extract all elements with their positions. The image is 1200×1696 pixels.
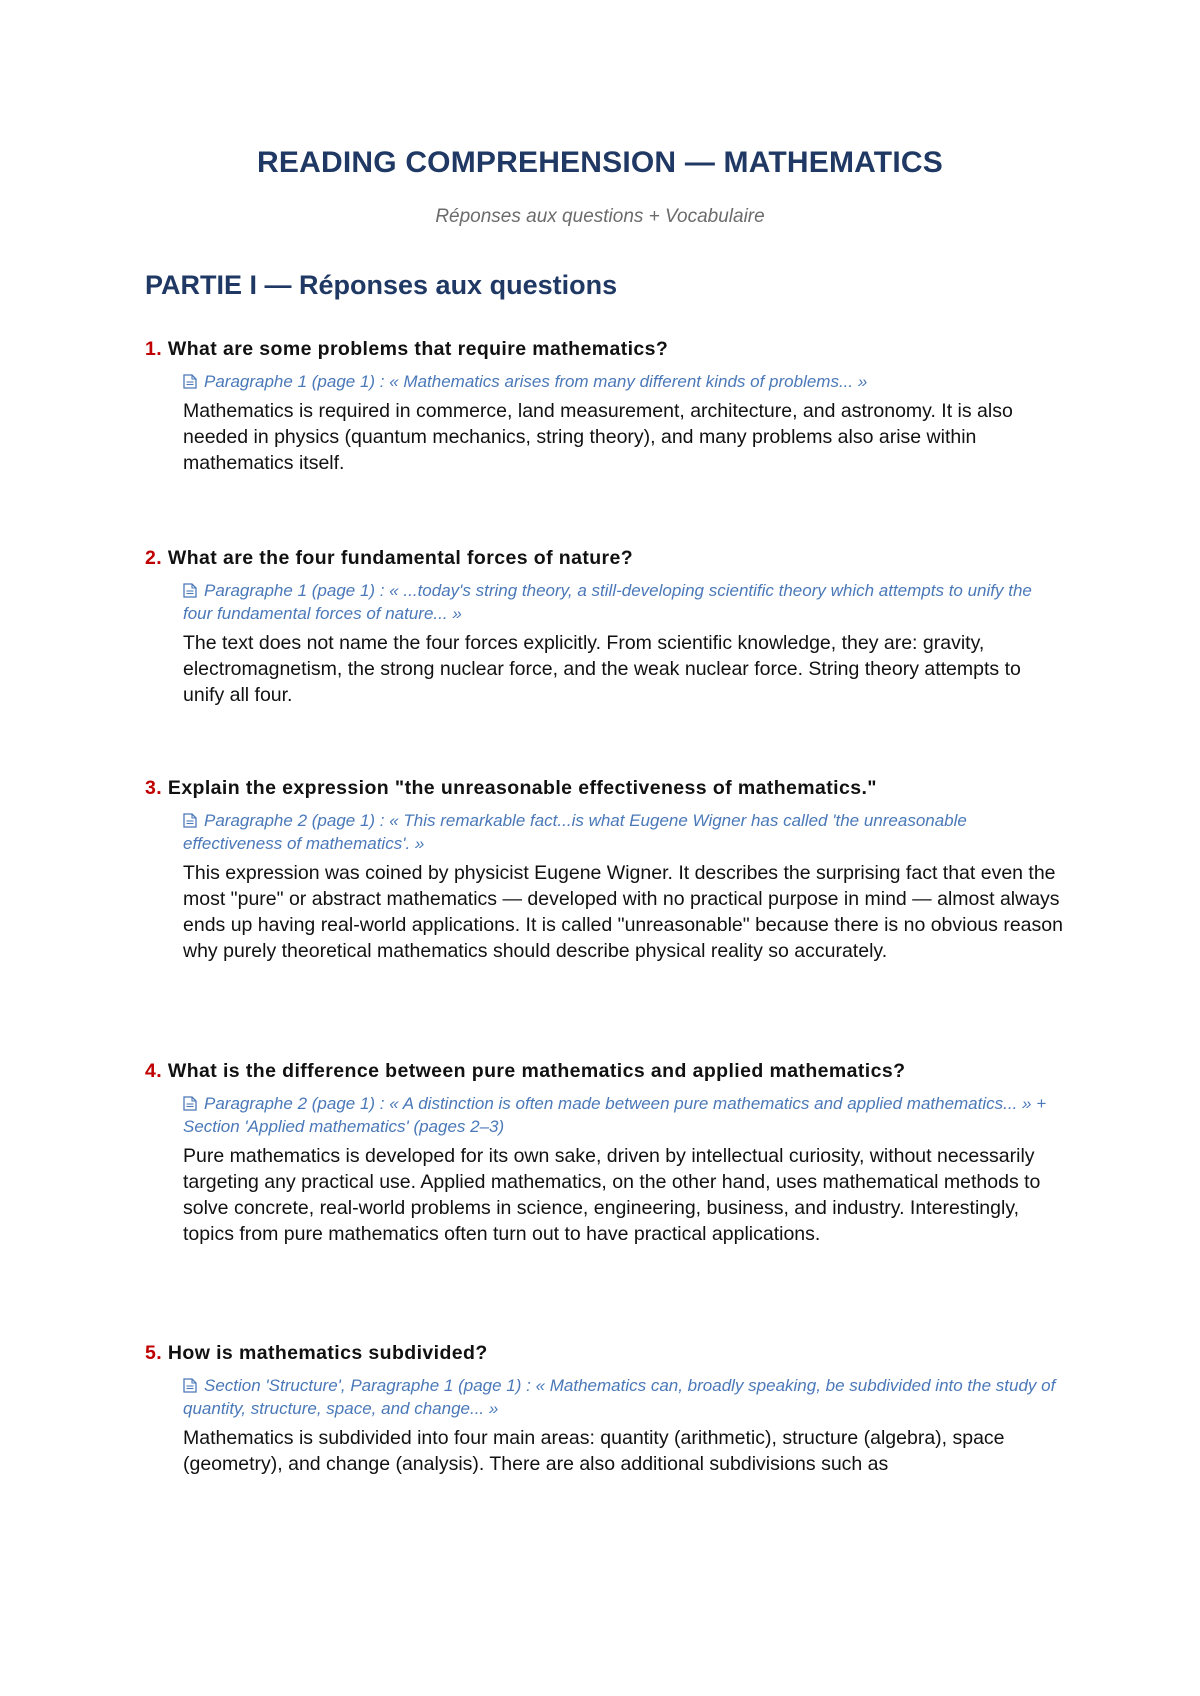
question-block-5 [145,1340,1065,1477]
question-number: 2. [145,547,163,569]
reference-text: Section 'Structure', Paragraphe 1 (page 1) : « Mathematics can, broadly speaking, be subdivided into the study of quantity, structure, space, and change... » [183,1376,1056,1418]
question-5 [145,1340,1065,1366]
question-block-1 [145,336,1065,476]
question-number: 3. [145,777,163,799]
answer-text: Mathematics is required in commerce, land measurement, architecture, and astronomy. It is also needed in physics (quantum mechanics, string theory), and many problems also arise within mathematics itself. [183,400,1013,474]
question-number: 4. [145,1060,163,1082]
question-text: What are some problems that require mathematics? [167,338,669,360]
reference-note [183,1092,1065,1138]
page-subtitle: Réponses aux questions + Vocabulaire [435,206,765,227]
question-number: 5. [145,1342,163,1364]
reference-note [183,370,1065,393]
document-icon [183,813,197,828]
question-text: How is mathematics subdivided? [167,1342,488,1364]
section-heading: PARTIE I — Réponses aux questions [145,270,618,300]
question-text: What are the four fundamental forces of nature? [167,547,634,569]
reference-note [183,579,1065,625]
reference-text: Paragraphe 2 (page 1) : « This remarkable fact...is what Eugene Wigner has called 'the unreasonable effectiveness of mathematics'. » [183,811,967,853]
document-icon [183,583,197,598]
question-block-2 [145,545,1065,708]
question-3 [145,775,1065,801]
answer-text: Mathematics is subdivided into four main areas: quantity (arithmetic), structure (algebra), space (geometry), and change (analysis). There are also additional subdivisions such as [183,1427,1005,1475]
reference-text: Paragraphe 1 (page 1) : « ...today's string theory, a still-developing scientific theory which attempts to unify the four fundamental forces of nature... » [183,581,1032,623]
question-2 [145,545,1065,571]
question-text: Explain the expression "the unreasonable effectiveness of mathematics." [167,777,877,799]
answer-text: The text does not name the four forces explicitly. From scientific knowledge, they are: gravity, electromagnetism, the strong nuclear force, and the weak nuclear force. String theory attempts to unify all four. [183,632,1021,706]
reference-text: Paragraphe 2 (page 1) : « A distinction is often made between pure mathematics and applied mathematics... » + Section 'Applied mathematics' (pages 2–3) [183,1094,1047,1136]
question-block-4 [145,1058,1065,1247]
question-1 [145,336,1065,362]
question-block-3 [145,775,1065,964]
reference-note [183,1374,1065,1420]
document-icon [183,1378,197,1393]
question-4 [145,1058,1065,1084]
reference-note [183,809,1065,855]
page-title: READING COMPREHENSION — MATHEMATICS [257,146,943,179]
question-number: 1. [145,338,163,360]
reference-text: Paragraphe 1 (page 1) : « Mathematics arises from many different kinds of problems... » [204,372,868,391]
answer-text: Pure mathematics is developed for its own sake, driven by intellectual curiosity, without necessarily targeting any practical use. Applied mathematics, on the other hand, uses mathematical methods to solve concrete, real-world problems in science, engineering, business, and industry. Interestingly, topics from pure mathematics often turn out to have practical applications. [183,1145,1041,1245]
question-text: What is the difference between pure mathematics and applied mathematics? [167,1060,906,1082]
document-icon [183,374,197,389]
document-icon [183,1096,197,1111]
answer-text: This expression was coined by physicist Eugene Wigner. It describes the surprising fact that even the most "pure" or abstract mathematics — developed with no practical purpose in mind — almost always ends up having real-world applications. It is called "unreasonable" because there is no obvious reason why purely theoretical mathematics should describe physical reality so accurately. [183,862,1063,962]
